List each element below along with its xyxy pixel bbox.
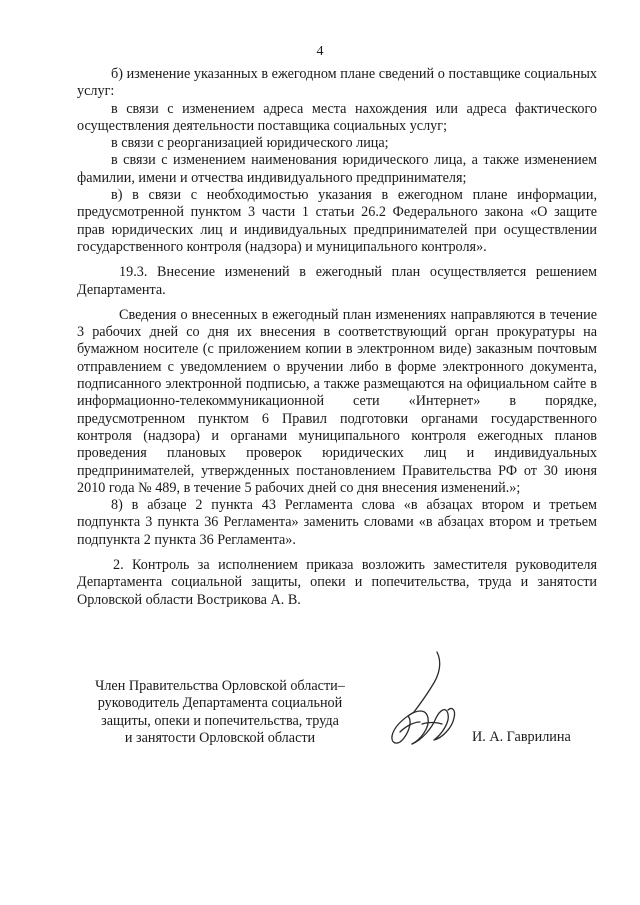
- document-body: [77, 66, 597, 609]
- signer-name: И. А. Гаврилина: [472, 729, 571, 745]
- signatory-title-line: и занятости Орловской области: [124, 729, 316, 746]
- paragraph: 19.3. Внесение изменений в ежегодный план осуществляется решением Департамента.: [77, 264, 597, 298]
- signatory-title-line: Член Правительства Орловской области–: [95, 678, 345, 694]
- page-number: 4: [316, 44, 324, 59]
- signatory-title-line: защиты, опеки и попечительства, труда: [101, 712, 339, 729]
- paragraph: 2. Контроль за исполнением приказа возложить заместителя руководителя Департамента социальной защиты, опеки и попечительства, труда и занятости Орловской области Вострикова А. В.: [77, 557, 597, 608]
- paragraph: в связи с изменением адреса места нахождения или адреса фактического осуществления деятельности поставщика социальных услуг;: [77, 100, 597, 134]
- paragraph: 8) в абзаце 2 пункта 43 Регламента слова «в абзацах втором и третьем подпункта 3 пункта 36 Регламента» заменить словами «в абзацах втором и третьем подпункта 2 пункта 36 Регламента».: [77, 497, 597, 548]
- handwritten-signature: [382, 648, 472, 758]
- paragraph: в связи с изменением наименования юридического лица, а также изменением фамилии, имени и отчества индивидуального предпринимателя;: [77, 152, 597, 186]
- paragraph: в связи с реорганизацией юридического лица;: [111, 135, 389, 152]
- signatory-title: [70, 678, 370, 747]
- signatory-title-line: руководитель Департамента социальной: [97, 695, 343, 712]
- paragraph: в) в связи с необходимостью указания в ежегодном плане информации, предусмотренной пунктом 3 части 1 статьи 26.2 Федерального закона «О защите прав юридических лиц и индивидуальных предпринимателей при осуществлении государственного контроля (надзора) и муниципального контроля».: [77, 187, 597, 255]
- paragraph: Сведения о внесенных в ежегодный план изменениях направляются в течение 3 рабочих дней со дня их внесения в соответствующий орган прокуратуры на бумажном носителе (с приложением копии в электронном виде) заказным почтовым отправлением с уведомлением о вручении либо в форме электронного документа, подписанного электронной подписью, а также размещаются на официальном сайте в информационно-телекоммуникационной сети «Интернет» в порядке, предусмотренном пунктом 6 Правил подготовки органами государственного контроля (надзора) и органами муниципального контроля ежегодных планов проведения плановых проверок юридических лиц и индивидуальных предпринимателей, утвержденных постановлением Правительства РФ от 30 июня 2010 года № 489, в течение 5 рабочих дней со дня внесения изменений.»;: [77, 306, 597, 496]
- paragraph: б) изменение указанных в ежегодном плане сведений о поставщике социальных услуг:: [77, 66, 597, 100]
